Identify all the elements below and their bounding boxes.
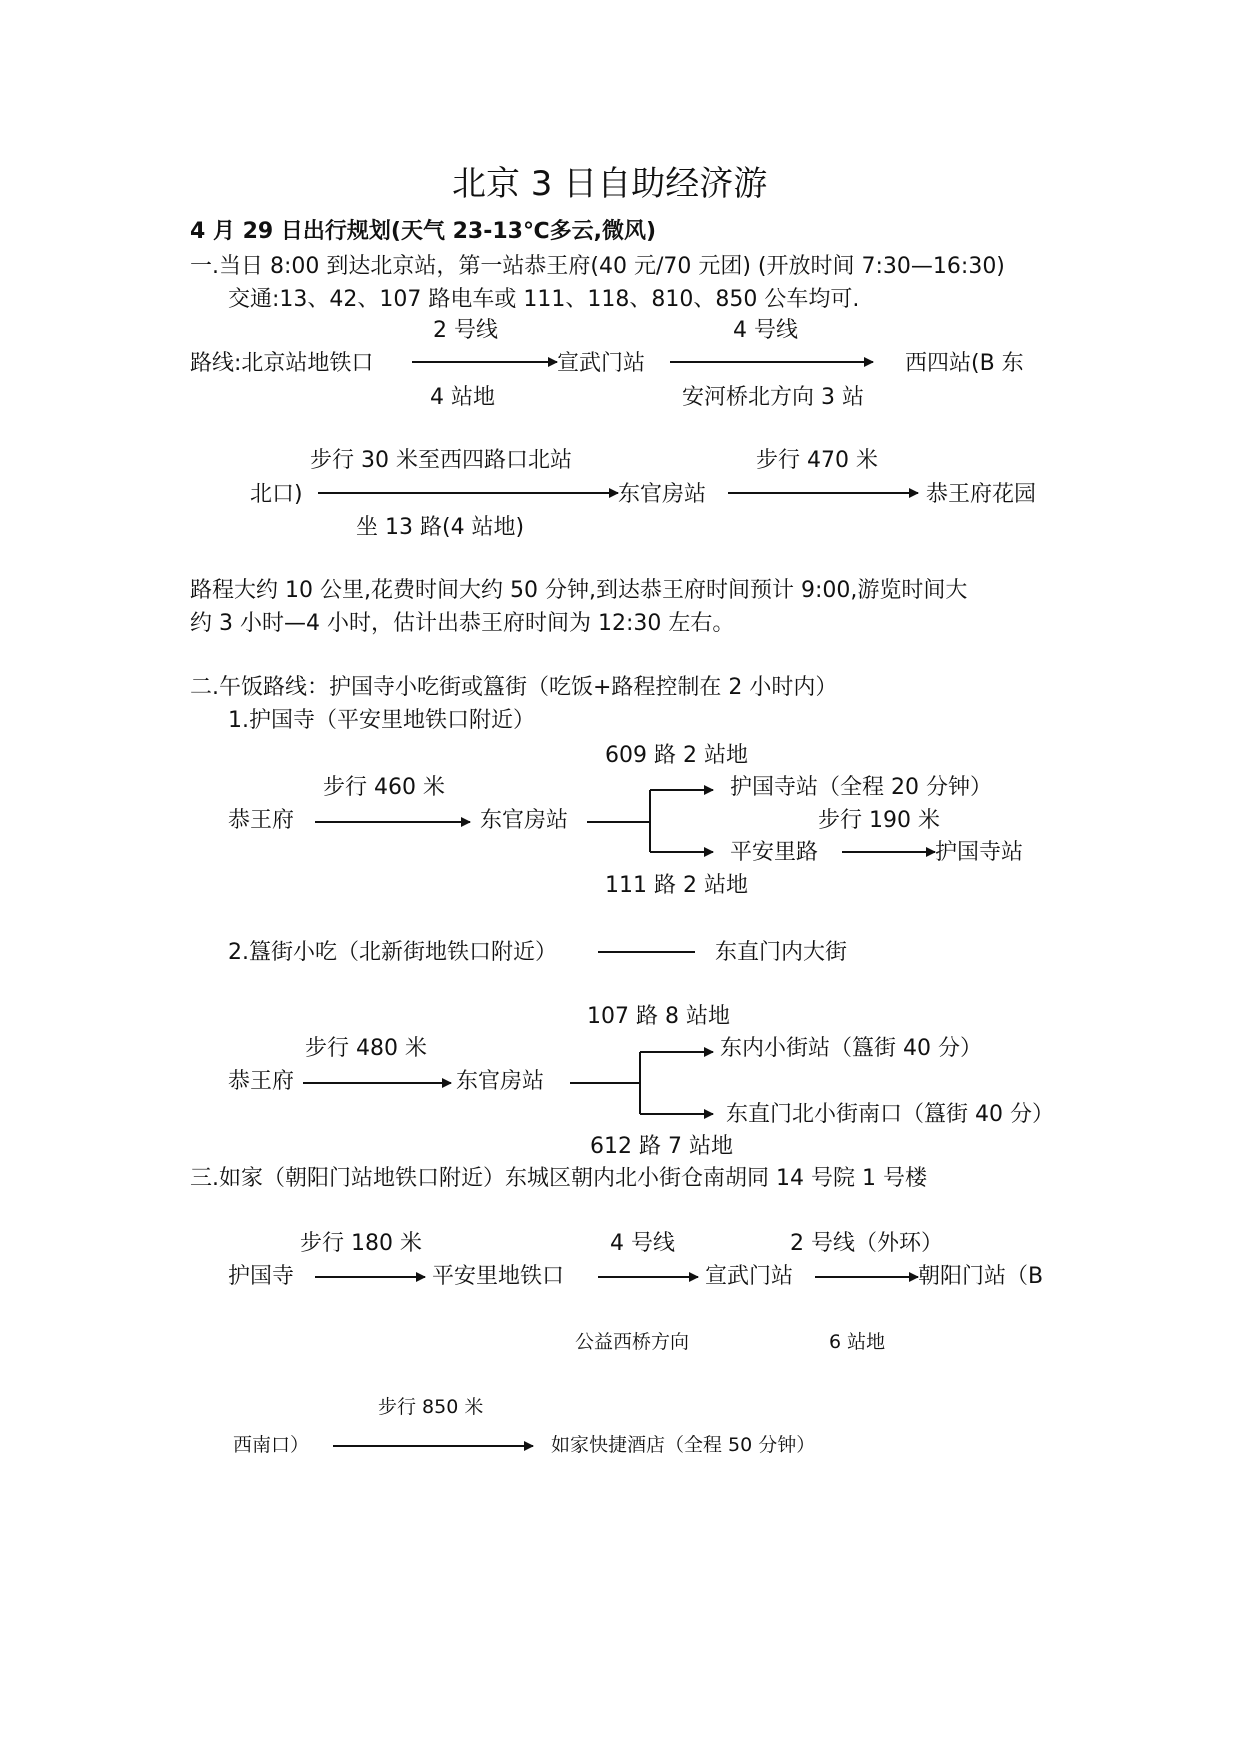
label-line4-stops: 安河桥北方向 3 站	[682, 385, 864, 410]
option1-title: 1.护国寺（平安里地铁口附近）	[228, 708, 535, 733]
stop-garden: 恭王府花园	[926, 482, 1037, 507]
label-bus13: 坐 13 路(4 站地)	[356, 515, 525, 540]
section1-intro: 一.当日 8:00 到达北京站，第一站恭王府(40 元/70 元团) (开放时间 7:30—16:30)	[190, 254, 1005, 279]
label-bus612: 612 路 7 站地	[590, 1134, 733, 1159]
start-gongwangfu: 恭王府	[228, 808, 295, 833]
label-walk190: 步行 190 米	[818, 808, 940, 833]
stop-xuanwumen: 宣武门站	[557, 351, 646, 376]
branch-107-612	[570, 1052, 640, 1114]
label-walk480: 步行 480 米	[305, 1036, 427, 1061]
label-bus107: 107 路 8 站地	[587, 1004, 730, 1029]
stop-dongguanfang-opt2: 东官房站	[456, 1069, 545, 1094]
label-walk850: 步行 850 米	[378, 1396, 484, 1418]
stop-dongguanfang: 东官房站	[618, 482, 707, 507]
label-line4: 4 号线	[733, 318, 798, 343]
label-bus609: 609 路 2 站地	[605, 743, 748, 768]
route-prefix: 路线:北京站地铁口	[190, 351, 374, 376]
stop-xisi: 西四站(B 东	[905, 351, 1024, 376]
label-line2-stops: 4 站地	[430, 385, 495, 410]
label-direction: 公益西桥方向	[575, 1331, 690, 1353]
section2-heading: 二.午饭路线：护国寺小吃街或簋街（吃饭+路程控制在 2 小时内）	[190, 675, 838, 700]
label-walk180: 步行 180 米	[300, 1231, 422, 1256]
summary-line2: 约 3 小时—4 小时，估计出恭王府时间为 12:30 左右。	[190, 611, 735, 636]
option2-title: 2.簋街小吃（北新街地铁口附近）	[228, 940, 557, 965]
start-gongwangfu-2: 恭王府	[228, 1069, 295, 1094]
label-walk470: 步行 470 米	[756, 448, 878, 473]
stop-huguosi-609: 护国寺站（全程 20 分钟）	[730, 775, 992, 800]
label-walk30: 步行 30 米至西四路口北站	[310, 448, 572, 473]
option2-street: 东直门内大街	[715, 940, 848, 965]
branch-609-111	[587, 790, 650, 852]
stop-dongguanfang-opt1: 东官房站	[480, 808, 569, 833]
label-stops6: 6 站地	[829, 1331, 886, 1353]
label-line2-s3: 2 号线（外环）	[790, 1231, 943, 1256]
label-walk460: 步行 460 米	[323, 775, 445, 800]
stop-huguosi: 护国寺站	[935, 840, 1024, 865]
section3-heading: 三.如家（朝阳门站地铁口附近）东城区朝内北小街仓南胡同 14 号院 1 号楼	[190, 1166, 927, 1191]
stop-dongnei: 东内小街站（簋街 40 分）	[720, 1036, 982, 1061]
stop-xinankou: 西南口）	[233, 1434, 310, 1456]
label-line4-s3: 4 号线	[610, 1231, 675, 1256]
stop-dongzhimen: 东直门北小街南口（簋街 40 分）	[726, 1102, 1054, 1127]
stop-pinganli: 平安里路	[730, 840, 819, 865]
stop-pinganli-subway: 平安里地铁口	[432, 1264, 565, 1289]
stop-xuanwumen-s3: 宣武门站	[705, 1264, 794, 1289]
section1-transport: 交通:13、42、107 路电车或 111、118、810、850 公车均可.	[228, 287, 860, 312]
start-huguosi: 护国寺	[228, 1264, 295, 1289]
label-line2: 2 号线	[433, 318, 498, 343]
stop-beikou: 北口)	[250, 482, 303, 507]
label-bus111: 111 路 2 站地	[605, 873, 748, 898]
day-heading: 4 月 29 日出行规划(天气 23-13℃多云,微风)	[190, 219, 657, 244]
summary-line1: 路程大约 10 公里,花费时间大约 50 分钟,到达恭王府时间预计 9:00,游览时间大	[190, 578, 968, 603]
page-title: 北京 3 日自助经济游	[452, 164, 768, 204]
stop-chaoyangmen: 朝阳门站（B	[918, 1264, 1044, 1289]
stop-hotel: 如家快捷酒店（全程 50 分钟）	[551, 1434, 816, 1456]
